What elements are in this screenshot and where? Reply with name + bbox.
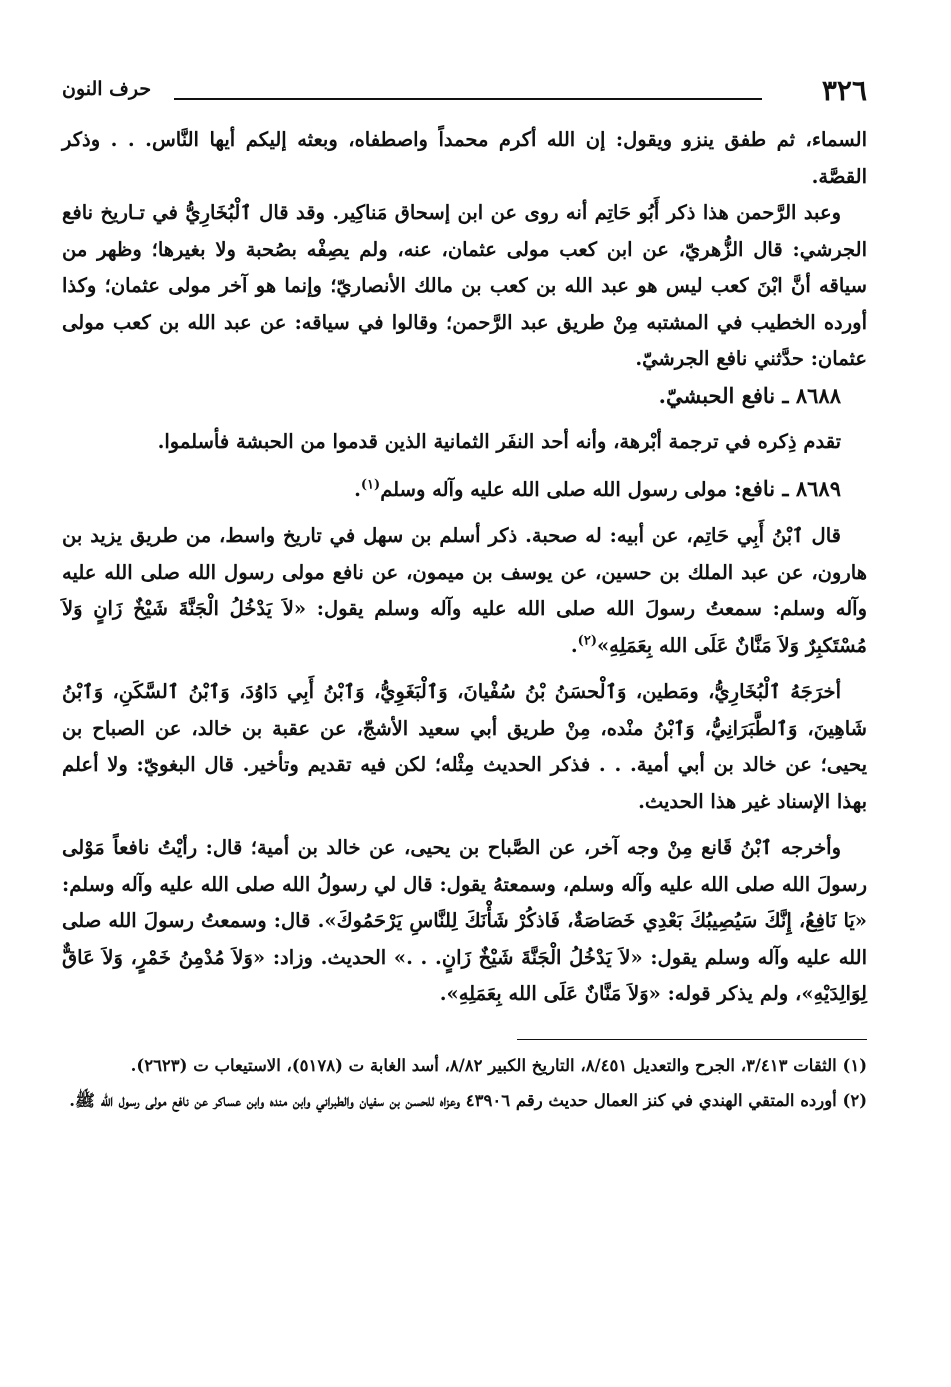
paragraph-ibn-abi-hatim-end: . bbox=[570, 633, 578, 657]
footnote-rule bbox=[517, 1039, 867, 1040]
paragraph-takhrij: أخرَجَهُ ٱلْبُخَارِيُّ، ومَطين، وَٱلْحسَنُ بْنُ سُفْيانَ، وَٱلْبَغَوِيُّ، وَٱبْنُ أَبِي دَاوُدَ، وَٱبْنُ ٱلسَّكَنِ، وَٱبْنُ شَاهِينَ، وَٱلطَّبَرَانِيُّ، وَٱبْنُ منْده، مِنْ طريق أبي سعيد الأشجّ، عن عقبة بن خالد، عن الصباح بن يحيى؛ عن خالد بن أبي أمية. . . فذكر الحديث مِثْله؛ لكن فيه تقديم وتأخير. قال البغويّ: ولا أعلم بهذا الإسناد غير هذا الحديث. bbox=[62, 680, 867, 813]
entry-8689 bbox=[62, 471, 867, 509]
entry-heading-8689: ٨٦٨٩ ـ نافع: bbox=[733, 475, 841, 501]
hadith-quote-mudmin: «وَلاَ مُدْمِنُ خَمْرٍ، وَلاَ عَاقٌّ لِوَالِدَيْهِ» bbox=[62, 945, 867, 1005]
hadith-quote-mannan: «وَلاَ مَنَّانٌ عَلَى الله بِعَمَلِهِ» bbox=[446, 982, 661, 1005]
paragraph-ibn-abi-hatim bbox=[62, 518, 867, 664]
footnote-ref-1: (١) bbox=[360, 477, 381, 492]
paragraph-ibn-qani-part-b: . قال: وسمعتُ رسولَ الله صلى الله عليه وآله وسلم يقول: bbox=[62, 909, 867, 969]
entry-heading-8688: ٨٦٨٨ ـ نافع الحبشيّ. bbox=[658, 382, 841, 408]
entry-8689-end: . bbox=[354, 477, 361, 501]
paragraph-ibn-qani-part-d: ، ولم يذكر قوله: bbox=[667, 982, 802, 1005]
footnote-ref-2: (٢) bbox=[577, 633, 597, 648]
running-title: حرف النون bbox=[62, 78, 152, 100]
paragraph-ibn-qani-part-c: الحديث. وزاد: bbox=[272, 945, 387, 969]
book-page bbox=[62, 70, 867, 1120]
paragraph-ibn-abi-hatim-text: قال ٱبْنُ أَبِي حَاتِم، عن أبيه: له صحبة. ذكر أسلم بن سهل في تاريخ واسط، من طريق يزيد بن هارون، عن عبد الملك بن حسين، عن يوسف بن ميمون، عن نافع مولى رسول الله صلى الله عليه وآله وسلم: سمعتُ رسولَ الله صلى الله عليه وآله وسلم يقول: bbox=[62, 524, 867, 620]
header-rule bbox=[174, 98, 762, 100]
paragraph-ibn-qani-end: . bbox=[439, 982, 447, 1005]
footnote-2: (٢) أورده المتقي الهندي في كنز العمال حديث رقم ٤٣٩٠٦ وعزاه للحسن بن سفيان والطبراني وابن منده وابن عساكر عن نافع مولى رسول الله ﷺ. bbox=[69, 1090, 867, 1110]
hadith-quote-ya-nafi: «يَا نَافِعُ، إِنَّكَ سَيُصِيبُكَ بَعْدِي خَصَاصَةٌ، فَاذكُرْ شَأْنَكَ لِلنَّاسِ يَرْحَمُوكَ» bbox=[324, 909, 867, 932]
main-text bbox=[62, 122, 867, 1013]
footnotes bbox=[62, 1050, 867, 1116]
paragraph-abdulrahman: وعبد الرَّحمن هذا ذكر أَبُو حَاتِم أنه روى عن ابن إسحاق مَناكِير. وقد قال ٱلْبُخَارِيُّ في تـاريخ نافع الجرشي: قال الزُّهريّ، عن ابن كعب مولى عثمان، عنه، ولم يصِفْه بصُحبة ولا بغيرها؛ وظهر من سياقه أنَّ ابْنَ كعب ليس هو عبد الله بن كعب بن مالك الأنصاريّ؛ وإنما هو آخر مولى عثمان؛ وكذا أورده الخطيب في المشتبه مِنْ طريق عبد الرَّحمن؛ وقالوا في سياقه: عن عبد الله بن كعب مولى عثمان: حدَّثني نافع الجرشيّ. bbox=[62, 201, 867, 370]
entry-8689-text: مولى رسول الله صلى الله عليه وآله وسلم bbox=[380, 477, 728, 501]
paragraph-nafi-habashi: تقدم ذِكره في ترجمة أبْرهة، وأنه أحد النفَر الثمانية الذين قدموا من الحبشة فأسلموا. bbox=[157, 430, 841, 453]
page-header bbox=[62, 70, 867, 110]
paragraph-ibn-qani bbox=[62, 830, 867, 1013]
hadith-quote: «لاَ يَدْخُلُ الْجَنَّةَ شَيْخٌ زَانٍ وَلاَ مُسْتَكبِرٌ وَلاَ مَنَّانٌ عَلَى الله بِعَمَلِهِ» bbox=[62, 597, 867, 657]
hadith-quote-la-yadkhul: «لاَ يَدْخُلُ الْجَنَّةَ شَيْخٌ زَانٍ. . .» bbox=[393, 945, 643, 969]
page-number: ٣٢٦ bbox=[821, 74, 867, 107]
paragraph-ibn-qani-part-a: وأخرجه ٱبْنُ قَانع مِنْ وجه آخر، عن الصَّباح بن يحيى، عن خالد بن أمية؛ قال: رأيْتُ نافعاً مَوْلى رسولَ الله صلى الله عليه وآله وسلم، وسمعتهُ يقول: قال لي رسولُ الله صلى الله عليه وآله وسلم: bbox=[62, 836, 867, 896]
paragraph-continuation: السماء، ثم طفق ينزو ويقول: إن الله أكرم محمداً واصطفاه، وبعثه إليكم أيها النَّاس. . . وذكر القصَّة. bbox=[62, 128, 867, 188]
footnote-1: (١) الثقات ٣/٤١٣، الجرح والتعديل ٨/٤٥١، التاريخ الكبير ٨/٨٢، أسد الغابة ت (٥١٧٨)، الاستيعاب ت (٢٦٢٣). bbox=[130, 1055, 867, 1075]
